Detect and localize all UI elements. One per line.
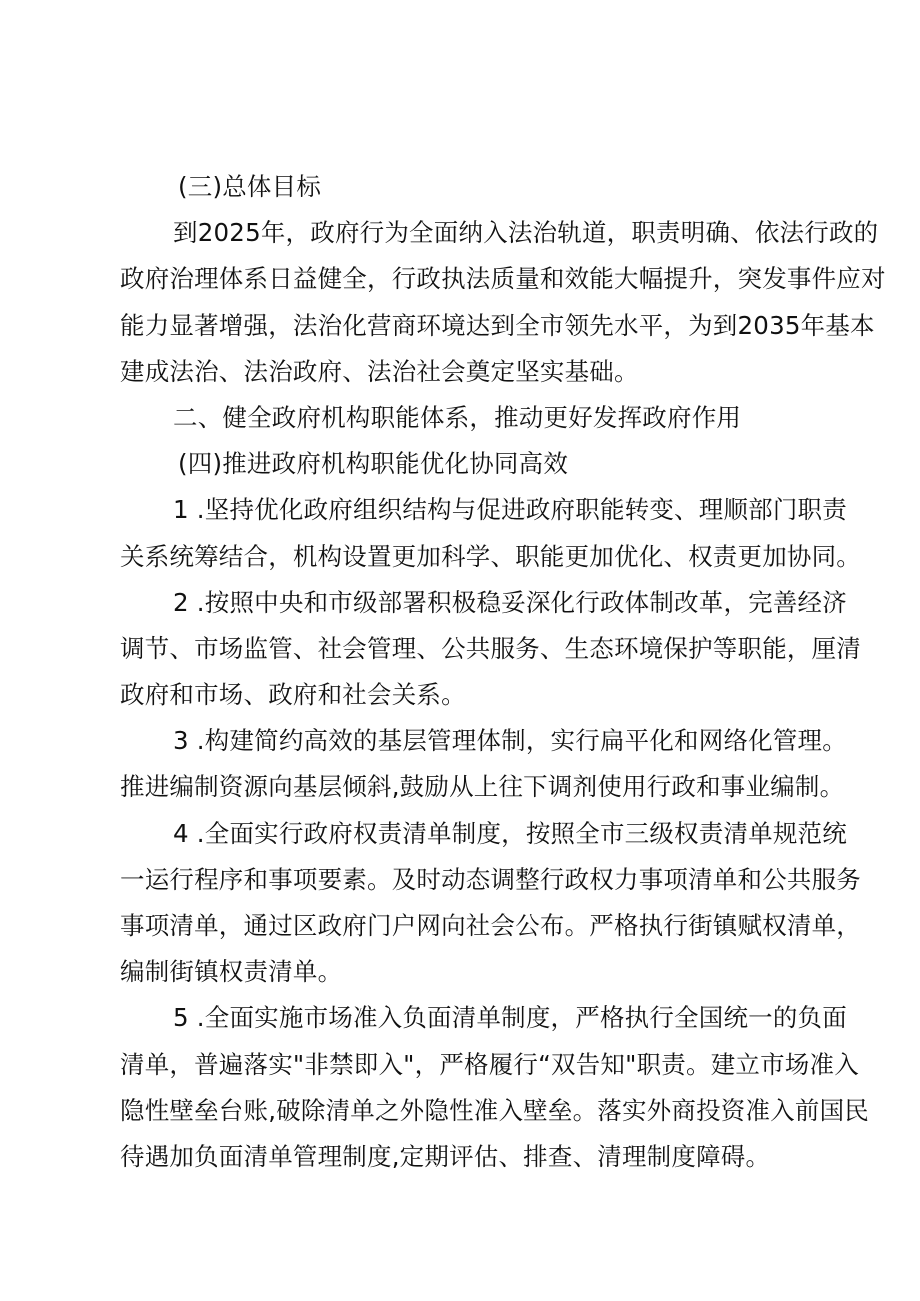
section-heading: 二、健全政府机构职能体系，推动更好发挥政府作用 — [173, 402, 742, 432]
list-item-line: 政府和市场、政府和社会关系。 — [120, 680, 466, 710]
paragraph-line: 政府治理体系日益健全，行政执法质量和效能大幅提升，突发事件应对 — [120, 264, 886, 294]
paragraph-line: 建成法治、法治政府、法治社会奠定坚实基础。 — [120, 356, 639, 386]
list-item-line: 编制街镇权责清单。 — [120, 957, 343, 987]
paragraph-line: 能力显著增强，法治化营商环境达到全市领先水平，为到2035年基本 — [120, 310, 875, 340]
subsection-heading: (四)推进政府机构职能优化协同高效 — [178, 449, 569, 479]
list-item-line: 一运行程序和事项要素。及时动态调整行政权力事项清单和公共服务 — [120, 864, 861, 894]
list-item-line: 5 .全面实施市场准入负面清单制度，严格执行全国统一的负面 — [173, 1003, 847, 1033]
list-item-line: 关系统筹结合，机构设置更加科学、职能更加优化、权责更加协同。 — [120, 541, 861, 571]
list-item-line: 事项清单，通过区政府门户网向社会公布。严格执行街镇赋权清单， — [120, 911, 861, 940]
list-item-line: 3 .构建简约高效的基层管理体制，实行扁平化和网络化管理。 — [173, 726, 847, 756]
list-item-line: 隐性壁垒台账,破除清单之外隐性准入壁垒。落实外商投资准入前国民 — [120, 1095, 869, 1125]
list-item-line: 1 .坚持优化政府组织结构与促进政府职能转变、理顺部门职责 — [173, 495, 847, 525]
paragraph-line: 到2025年，政府行为全面纳入法治轨道，职责明确、依法行政的 — [173, 218, 879, 248]
list-item-line: 推进编制资源向基层倾斜,鼓励从上往下调剂使用行政和事业编制。 — [120, 772, 845, 802]
document-body — [120, 164, 886, 1180]
list-item-line: 调节、市场监管、社会管理、公共服务、生态环境保护等职能，厘清 — [120, 633, 861, 663]
list-item-line: 清单，普遍落实"非禁即入"，严格履行“双告知"职责。建立市场准入 — [120, 1049, 859, 1079]
list-item-line: 待遇加负面清单管理制度,定期评估、排查、清理制度障碍。 — [120, 1141, 771, 1171]
list-item-line: 4 .全面实行政府权责清单制度，按照全市三级权责清单规范统 — [173, 818, 847, 848]
heading-overall-goal: (三)总体目标 — [178, 172, 322, 201]
list-item-line: 2 .按照中央和市级部署积极稳妥深化行政体制改革，完善经济 — [173, 587, 847, 617]
